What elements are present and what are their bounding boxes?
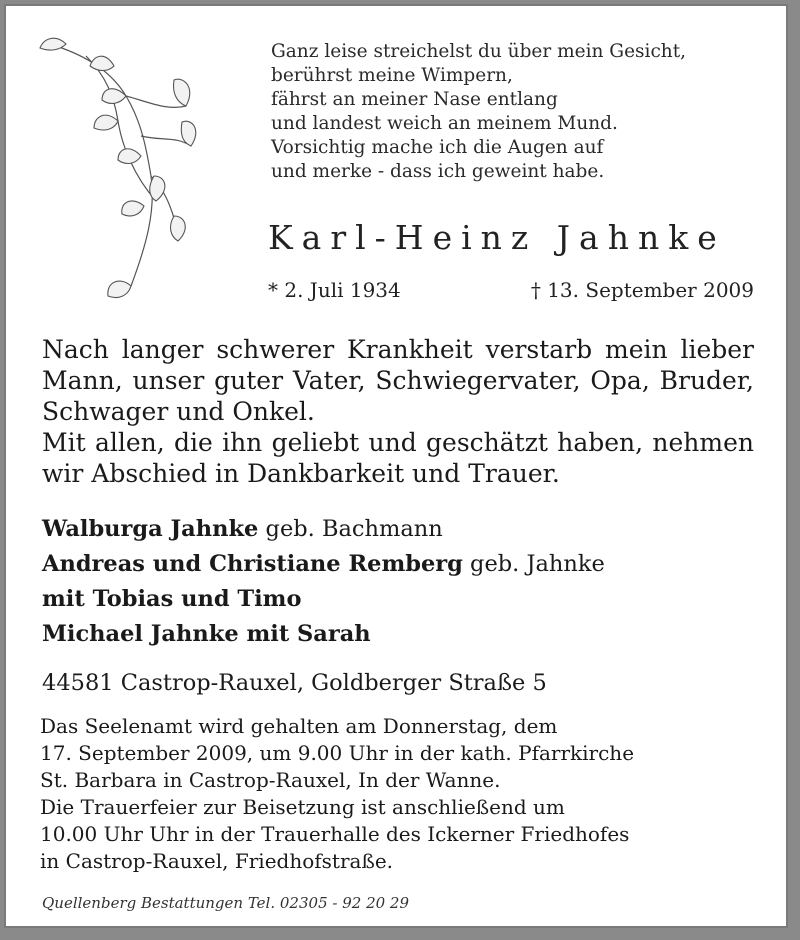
poem bbox=[271, 40, 686, 184]
mourner-line bbox=[42, 512, 605, 547]
mourner-note: geb. Bachmann bbox=[258, 516, 443, 542]
mourner-name: Michael Jahnke mit Sarah bbox=[42, 621, 371, 647]
life-dates bbox=[268, 278, 754, 302]
mourners-list bbox=[42, 512, 605, 652]
birch-branch-illustration bbox=[26, 26, 236, 326]
service-line: 10.00 Uhr Uhr in der Trauerhalle des Ickerner Friedhofes bbox=[40, 822, 630, 846]
poem-line: fährst an meiner Nase entlang bbox=[271, 89, 558, 110]
funeral-home-contact: Quellenberg Bestattungen Tel. 02305 - 92 20 29 bbox=[42, 894, 410, 912]
poem-line: und merke - dass ich geweint habe. bbox=[271, 161, 605, 182]
mourner-note: geb. Jahnke bbox=[462, 551, 605, 577]
mourner-name: mit Tobias und Timo bbox=[42, 586, 302, 612]
deceased-name: Karl-Heinz Jahnke bbox=[268, 218, 726, 257]
announcement-paragraph: Nach langer schwerer Krankheit verstarb mein lieber Mann, unser guter Vater, Schwiegervater, Opa, Bruder, Schwager und Onkel. bbox=[42, 335, 754, 426]
mourner-line bbox=[42, 617, 605, 652]
death-date: † 13. September 2009 bbox=[530, 278, 754, 302]
poem-line: Vorsichtig mache ich die Augen auf bbox=[271, 137, 604, 158]
poem-line: berührst meine Wimpern, bbox=[271, 65, 513, 86]
mourner-line bbox=[42, 547, 605, 582]
service-line: in Castrop-Rauxel, Friedhofstraße. bbox=[40, 849, 394, 873]
obituary-notice bbox=[4, 4, 788, 928]
service-line: St. Barbara in Castrop-Rauxel, In der Wanne. bbox=[40, 768, 501, 792]
announcement-text bbox=[42, 334, 754, 489]
service-line: Die Trauerfeier zur Beisetzung ist anschließend um bbox=[40, 795, 565, 819]
service-details bbox=[40, 713, 634, 875]
announcement-paragraph: Mit allen, die ihn geliebt und geschätzt haben, nehmen wir Abschied in Dankbarkeit und Trauer. bbox=[42, 428, 754, 488]
service-line: Das Seelenamt wird gehalten am Donnerstag, dem bbox=[40, 714, 558, 738]
mourner-name: Walburga Jahnke bbox=[42, 516, 259, 542]
service-line: 17. September 2009, um 9.00 Uhr in der kath. Pfarrkirche bbox=[40, 741, 635, 765]
poem-line: Ganz leise streichelst du über mein Gesicht, bbox=[271, 41, 687, 62]
birth-date: * 2. Juli 1934 bbox=[268, 278, 401, 302]
mourner-line bbox=[42, 582, 605, 617]
poem-line: und landest weich an meinem Mund. bbox=[271, 113, 618, 134]
mourner-name: Andreas und Christiane Remberg bbox=[42, 551, 463, 577]
address: 44581 Castrop-Rauxel, Goldberger Straße 5 bbox=[42, 670, 547, 696]
